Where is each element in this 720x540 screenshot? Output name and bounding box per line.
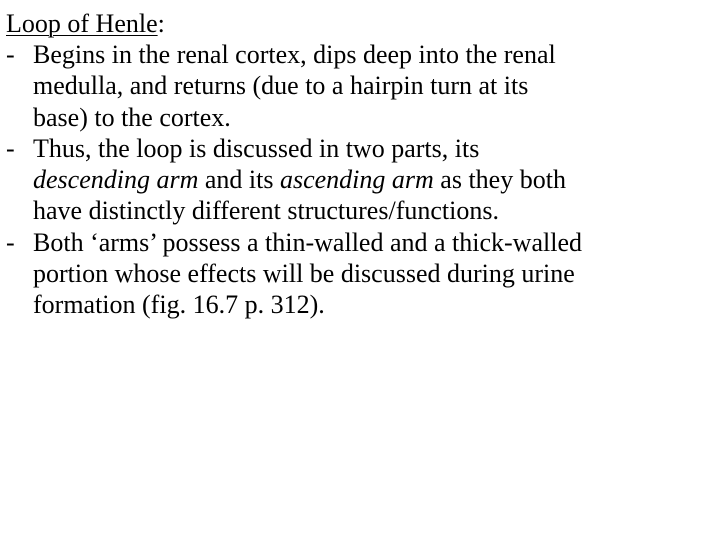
bullet-2-line-1: Thus, the loop is discussed in two parts, its — [33, 133, 480, 163]
bullet-1-line-1: Begins in the renal cortex, dips deep into the renal — [33, 40, 556, 69]
title-text: Loop of Henle — [6, 9, 158, 38]
bullet-3-line-1: Both ‘arms’ possess a thin-walled and a thick-walled — [33, 227, 582, 257]
bullet-2-line-3: have distinctly different structures/functions. — [33, 196, 499, 226]
bullet-2-line-2 — [33, 164, 716, 195]
bullet-3-line-2: portion whose effects will be discussed during urine — [33, 259, 575, 289]
bullet-2-connector-text: and its — [198, 165, 280, 195]
bullet-dash: - — [6, 40, 15, 69]
bullet-item-1 — [6, 39, 716, 133]
descending-arm-term: descending arm — [33, 165, 199, 195]
bullet-dash: - — [6, 227, 15, 257]
title-colon: : — [157, 9, 165, 38]
ascending-arm-term: ascending arm — [279, 165, 434, 195]
bullet-3-line-3: formation (fig. 16.7 p. 312). — [33, 290, 325, 320]
bullet-dash: - — [6, 133, 15, 163]
bullet-item-3 — [6, 227, 716, 321]
bullet-list — [6, 39, 716, 321]
bullet-1-line-3: base) to the cortex. — [33, 102, 231, 132]
bullet-1-line-2: medulla, and returns (due to a hairpin turn at its — [33, 71, 529, 101]
bullet-2-trailing-text: as they both — [433, 165, 566, 195]
bullet-item-2 — [6, 133, 716, 227]
slide-title — [6, 8, 716, 39]
slide-content — [6, 8, 716, 321]
